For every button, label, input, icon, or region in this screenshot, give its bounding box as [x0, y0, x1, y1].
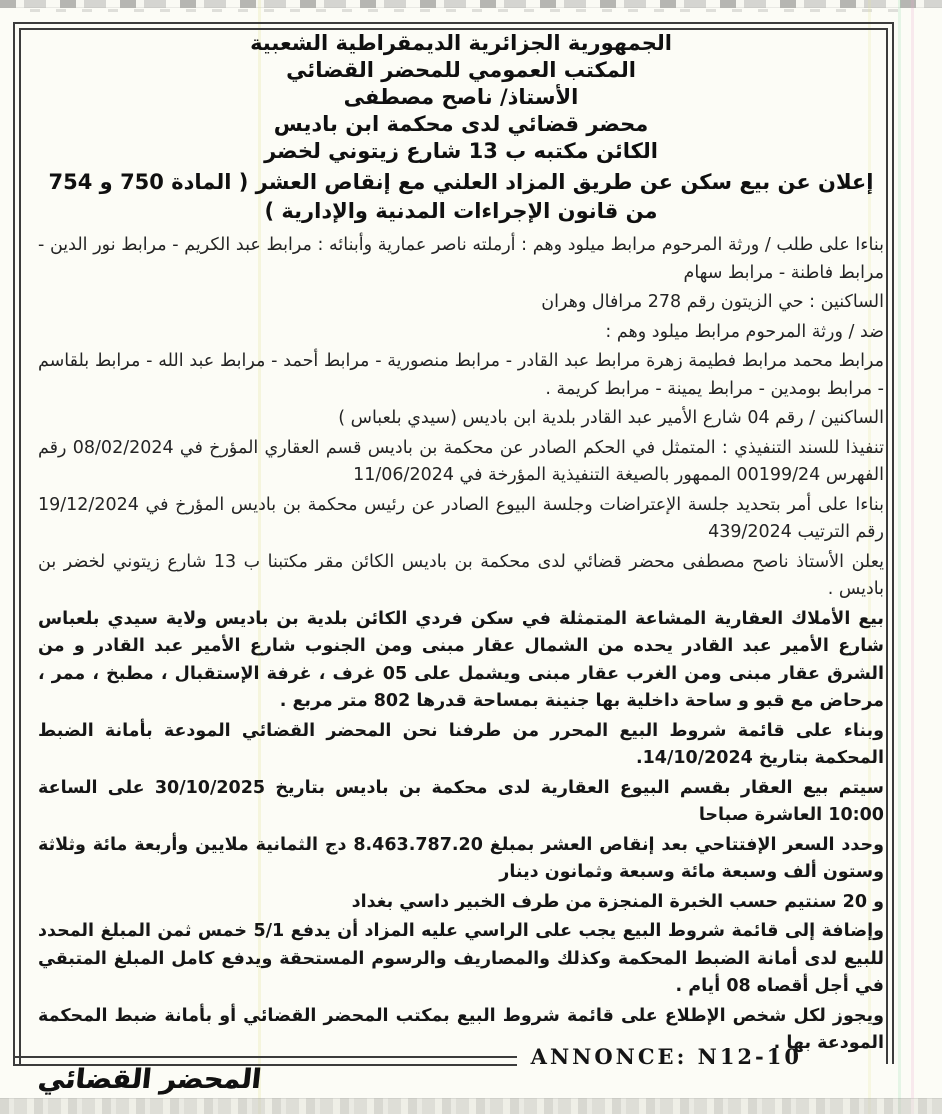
header-line: الكائن مكتبه ب 13 شارع زيتوني لخضر — [264, 139, 658, 163]
document-body — [38, 232, 884, 1058]
paragraph: ضد / ورثة المرحوم مرابط ميلود وهم : — [605, 321, 884, 342]
paragraph: بيع الأملاك العقارية المشاعة المتمثلة في سكن فردي الكائن بلدية بن باديس ولاية سيدي بلعباس شارع الأمير عبد القادر يحده من الشمال عقار مبنى ومن الجنوب شارع الأمير عبد القادر و من الشرق عقار مبنى ومن الغرب عقار مبنى ويشمل على 05 غرف ، غرفة الإستقبال ، مطبخ ، ممر ، مرحاض مع قبو و ساحة داخلية بها جنينة بمساحة قدرها 802 متر مربع . — [38, 608, 884, 711]
document-header — [38, 30, 884, 165]
paragraph: تنفيذا للسند التنفيذي : المتمثل في الحكم الصادر عن محكمة بن باديس قسم العقاري المؤرخ في 08/02/2024 رقم الفهرس 00199/24 الممهور بالصيغة التنفيذية المؤرخة في 11/06/2024 — [38, 437, 885, 485]
document-content — [38, 30, 884, 1095]
paragraph: و 20 سنتيم حسب الخبرة المنجزة من طرف الخبير داسي بغداد — [351, 891, 884, 912]
paragraph: سيتم بيع العقار بقسم البيوع العقارية لدى محكمة بن باديس بتاريخ 30/10/2025 على الساعة 10:00 العاشرة صباحا — [38, 777, 884, 825]
paragraph: ويجوز لكل شخص الإطلاع على قائمة شروط البيع بمكتب المحضر القضائي أو بأمانة ضبط المحكمة المودعة بها . — [38, 1005, 884, 1053]
header-line: الجمهورية الجزائرية الديمقراطية الشعبية — [250, 31, 672, 55]
header-line: الأستاذ/ ناصح مصطفى — [343, 85, 579, 109]
paragraph: وبناء على قائمة شروط البيع المحرر من طرفنا نحن المحضر القضائي المودعة بأمانة الضبط المحكمة بتاريخ 14/10/2024. — [38, 720, 884, 768]
frame-bottom-row — [13, 1044, 890, 1069]
document-title: إعلان عن بيع سكن عن طريق المزاد العلني مع إنقاص العشر ( المادة 750 و 754 من قانون الإجراءات المدنية والإدارية ) — [48, 170, 874, 223]
scanner-streak — [898, 0, 901, 1114]
paragraph: بناءا على طلب / ورثة المرحوم مرابط ميلود وهم : أرملته ناصر عمارية وأبنائه : مرابط عبد الكريم - مرابط نور الدين - مرابط فاطنة - مرابط سهام — [38, 235, 884, 283]
paragraph: الساكنين : حي الزيتون رقم 278 مرافال وهران — [541, 292, 884, 312]
paragraph: وإضافة إلى قائمة شروط البيع يجب على الراسي عليه المزاد أن يدفع 5/1 خمس ثمن المبلغ المحدد للبيع لدى أمانة الضبط المحكمة وكذلك والمصاريف والرسوم المستحقة ويدفع كامل المبلغ المتبقي في أجل أقصاه 08 أيام . — [38, 921, 884, 996]
header-line: المكتب العمومي للمحضر القضائي — [286, 58, 636, 82]
header-line: محضر قضائي لدى محكمة ابن باديس — [273, 112, 649, 136]
paragraph: الساكنين / رقم 04 شارع الأمير عبد القادر بلدية ابن باديس (سيدي بلعباس ) — [338, 408, 884, 428]
bottom-double-line — [13, 1056, 517, 1066]
paragraph: بناءا على أمر بتحديد جلسة الإعتراضات وجلسة البيوع الصادر عن رئيس محكمة بن باديس المؤرخ في 19/12/2024 رقم الترتيب 439/2024 — [38, 494, 884, 542]
annonce-reference-label: ANNONCE: N12-10 — [530, 1044, 802, 1069]
scan-noise-bottom — [0, 1098, 942, 1114]
scan-noise-strip — [30, 9, 902, 12]
paragraph: مرابط محمد مرابط فطيمة زهرة مرابط عبد القادر - مرابط منصورية - مرابط أحمد - مرابط عبد الله - مرابط بلقاسم - مرابط بومدين - مرابط يمينة - مرابط كريمة . — [38, 351, 884, 399]
paragraph: يعلن الأستاذ ناصح مصطفى محضر قضائي لدى محكمة بن باديس الكائن مقر مكتبنا ب 13 شارع زيتوني لخضر بن باديس . — [38, 551, 885, 599]
bailiff-signature: المحضر القضائي — [36, 1063, 263, 1095]
scanner-streak — [911, 0, 914, 1114]
scan-noise-top — [0, 0, 942, 8]
paragraph: وحدد السعر الإفتتاحي بعد إنقاص العشر بمبلغ 8.463.787.20 دج الثمانية ملايين وأربعة مائة وثلاثة وستون ألف وسبعة مائة وسبعة وثمانون دينار — [38, 834, 884, 882]
